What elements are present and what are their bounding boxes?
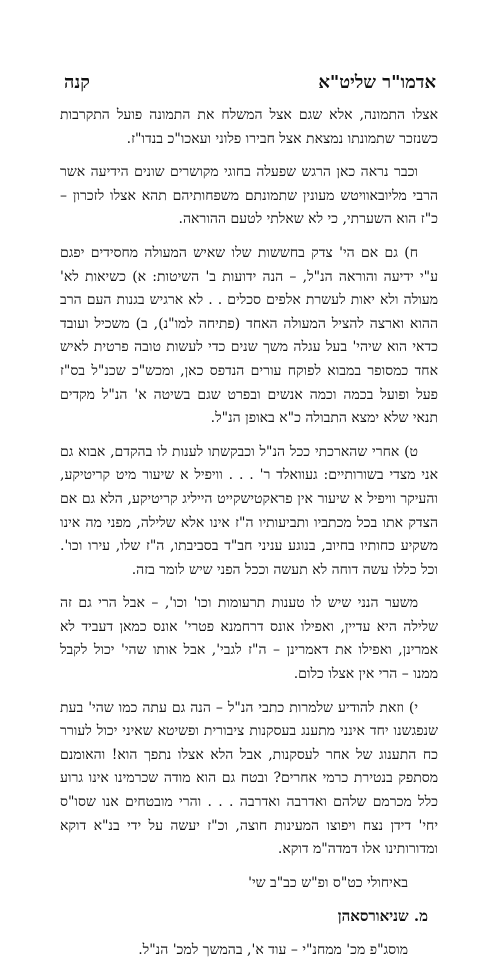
paragraph: אצלו התמונה, אלא שגם אצל המשלח את התמונה פועל התקרבות כשנזכר שתמונתו נמצאת אצל חבירו פלוני ועאכו"כ בנדו"ז. [60, 107, 438, 147]
page-header [64, 72, 436, 93]
paragraph: י) וזאת להודיע שלמרות כתבי הנ"ל – הנה גם עתה כמו שהי' בעת שנפגשנו יחד אינני מתענג בעסקנות ציבורית ופשיטא שאיני יכול לעורר כח התענוג של אחר לעסקנות, אבל הלא אצלו נתפך הוא! והאומנם מסתפק בנטירת כרמי אחרים? ובטח גם הוא מודה שכרמינו אינו גרוע כלל מכרמם שלהם ואדרבה ואדרבה . . . והרי מובטחים אנו שסו"ס יחי' דידן נצח ויפוצו המעינות חוצה, וכ"ז יעשה על ידי בנ"א דוקא ומדורותינו אלו דמדה"מ דוקא. [60, 699, 438, 858]
paragraph: ח) גם אם הי' צדק בחששות שלו שאיש המעולה מחסידים יפגם ע"י ידיעה והוראה הנ"ל, – הנה ידועות ב' השיטות: א) כשיאות לא' מעולה ולא יאות לעשרת אלפים סכלים . . לא ארגיש בגנות העם הרב ההוא וארצה להציל המעולה האחד (פתיחה למו"נ), ב) משכיל ועובד כדאי הוא שיהי' בעל עגלה משך שנים כדי לעשות טובה פרטית לאיש אחד כמסופר במבוא לפוקח עורים הנדפס כאן, ומכש"כ שכנ"ל בס"ז פעל ופועל בכמה וכמה אנשים ובפרט שגם בשיטה א' הנ"ל מקדים תנאי שלא ימצא התבולה כ"א באופן הנ"ל. [60, 244, 438, 427]
signature: מ. שניאורסאהן [337, 907, 428, 926]
running-title: אדמו"ר שליט"א [318, 72, 436, 93]
postscript-note: מוסג"פ מכ' ממחנ"י – עוד א', בהמשך למכ' הנ"ל. [138, 942, 408, 958]
page-number: קנה [64, 72, 90, 93]
closing-greeting: באיחולי כט"ס ופ"ש כב"ב שי' [248, 874, 408, 891]
page-body [60, 104, 438, 973]
paragraph: משער הנני שיש לו טענות תרעומות וכו' וכו', – אבל הרי גם זה שלילה היא עדיין, ואפילו אונס דרחמנא פטרי' אונס כמאן דעביד לא אמרינן, ואפילו את דאמרינן – ה"ז לגבי', אבל אותו שהי' יכול לקבל ממנו – הרי אין אצלו כלום. [60, 595, 438, 683]
paragraph: וכבר נראה כאן הרגש שפעלה בחוגי מקושרים שונים הידיעה אשר הרבי מליובאוויטש מעונין שתמונתם משפחותיהם תהא אצלו לזכרון – כ"ז הוא השערתי, כי לא שאלתי לטעם ההוראה. [60, 164, 438, 228]
paragraph: ט) אחרי שהארכתי ככל הנ"ל וכבקשתו לענות לו בהקדם, אבוא גם אני מצדי בשורותיים: געוואלד ר' . . . וויפיל א שיעור מיט קריטיקע, והעיקר וויפיל א שיעור אין פראקטישקייט הייליג קריטיקע, הלא גם אם הצדק אתו בכל מכתביו ותביעותיו ה"ז אינו אלא שלילה, מפני מה אינו משקיע כחותיו בחיוב, בנוגע עניני חב"ד בסביבתו, ה"ז שלו, עירו וכו'. וכל כללו עשה דוחה לא תעשה וככל הפני שיש לומר בזה. [60, 443, 438, 578]
